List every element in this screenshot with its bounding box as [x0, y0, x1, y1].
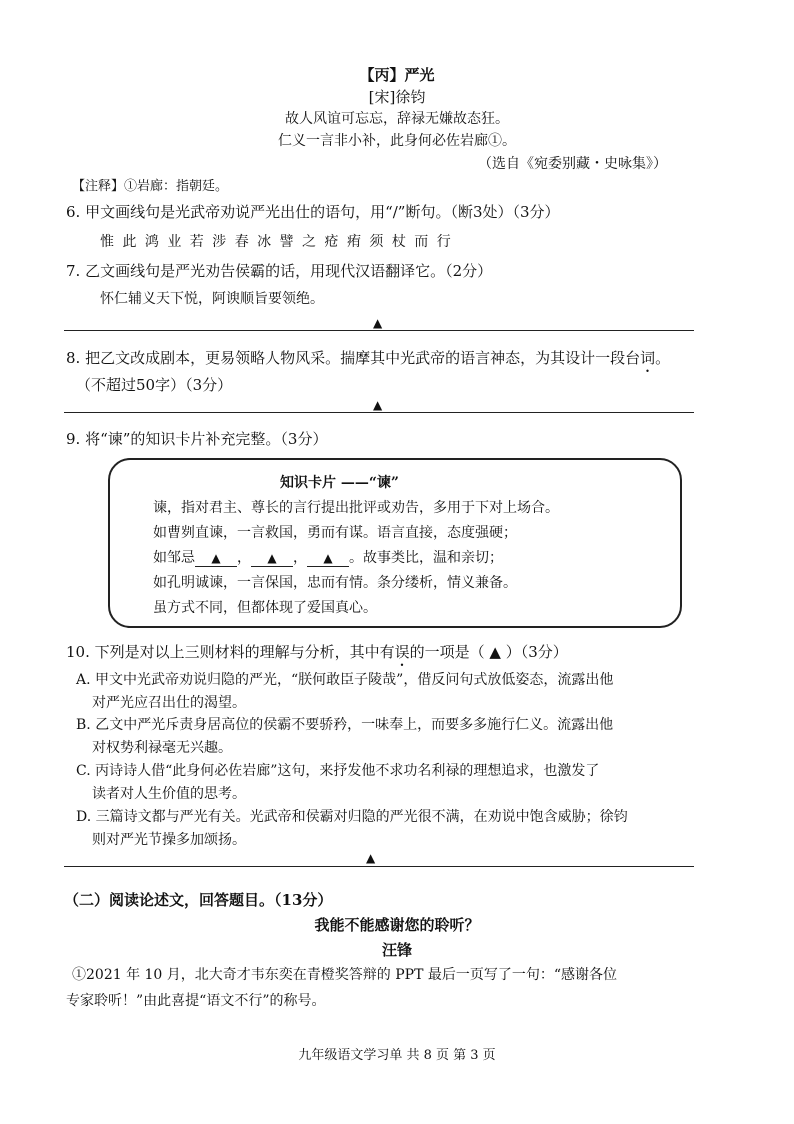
poem-source: （选自《宛委别藏・史咏集》） — [478, 156, 667, 172]
section-2-heading: （二）阅读论述文，回答题目。（13分） — [64, 891, 333, 909]
poem-note: 【注释】①岩廊：指朝廷。 — [72, 179, 229, 194]
answer-marker-triangle-10: ▲ — [366, 851, 376, 865]
question-6-stem: 6. 甲文画线句是光武帝劝说严光出仕的语句，用“/”断句。（断3处）（3分） — [66, 203, 560, 221]
page-footer: 九年级语文学习单 共 8 页 第 3 页 — [298, 1048, 496, 1063]
answer-marker-triangle-7: ▲ — [373, 316, 383, 330]
option-c-line-1: C. 丙诗诗人借“此身何必佐岩廊”这句，来抒发他不求功名利禄的理想追求，也激发了 — [76, 763, 600, 779]
knowledge-card-line-5: 虽方式不同，但都体现了爱国真心。 — [153, 600, 377, 616]
knowledge-card-line-3-suffix: 。故事类比，温和亲切； — [349, 550, 503, 566]
knowledge-card-line-3-prefix: 如邹忌 — [153, 550, 195, 566]
question-7-sentence: 怀仁辅义天下悦，阿谀顺旨要领绝。 — [100, 291, 324, 307]
question-10-stem — [66, 641, 568, 670]
answer-line-7 — [64, 330, 694, 331]
question-10-stem-emphasis: 误 — [394, 643, 410, 661]
answer-marker-triangle-8: ▲ — [373, 398, 383, 412]
answer-line-10 — [64, 866, 694, 867]
knowledge-card-line-1: 谏，指对君主、尊长的言行提出批评或劝告，多用于下对上场合。 — [153, 500, 559, 516]
blank-marker-triangle: ▲ — [211, 551, 221, 565]
poem-title: 【丙】严光 — [359, 66, 435, 84]
question-9-stem: 9. 将“谏”的知识卡片补充完整。（3分） — [66, 430, 328, 448]
question-8-stem-end: 。 — [655, 349, 671, 367]
option-b-line-2: 对权势利禄毫无兴趣。 — [92, 740, 232, 756]
knowledge-card-line-2: 如曹刿直谏，一言救国，勇而有谋。语言直接，态度强硬； — [153, 525, 517, 541]
knowledge-card-line-4: 如孔明诚谏，一言保国，忠而有情。条分缕析，情义兼备。 — [153, 575, 517, 591]
blank-marker-triangle: ▲ — [267, 551, 277, 565]
question-10-stem-end: 的一项是（ ▲ ）（3分） — [409, 643, 568, 661]
question-8-stem-text: 8. 把乙文改成剧本，更易领略人物风采。揣摩其中光武帝的语言神态，为其设计一段台 — [66, 349, 641, 367]
option-a-line-1: A. 甲文中光武帝劝说归隐的严光，“朕何敢臣子陵哉”，借反问句式放低姿态，流露出他 — [76, 672, 614, 688]
knowledge-card-line-3: 如邹忌 ▲ ， ▲ ， ▲ 。故事类比，温和亲切； — [153, 550, 503, 566]
article-paragraph-1-line-1: ①2021 年 10 月，北大奇才韦东奕在青橙奖答辩的 PPT 最后一页写了一句：“感谢各位 — [72, 967, 618, 983]
question-10-stem-text: 10. 下列是对以上三则材料的理解与分析，其中有 — [66, 643, 395, 661]
question-8-limit: （不超过50字）（3分） — [76, 376, 233, 394]
option-a-line-2: 对严光应召出仕的渴望。 — [92, 695, 246, 711]
option-d-line-1: D. 三篇诗文都与严光有关。光武帝和侯霸对归隐的严光很不满，在劝说中饱含威胁；徐钧 — [76, 809, 628, 825]
option-c-line-2: 读者对人生价值的思考。 — [92, 786, 246, 802]
article-author: 汪锋 — [381, 941, 412, 959]
option-b-line-1: B. 乙文中严光斥责身居高位的侯霸不要骄矜，一味奉上，而要多多施行仁义。流露出他 — [76, 717, 614, 733]
answer-blank-1[interactable] — [195, 550, 237, 567]
answer-line-8 — [64, 412, 694, 413]
answer-blank-3[interactable] — [307, 550, 349, 567]
question-7-stem: 7. 乙文画线句是严光劝告侯霸的话，用现代汉语翻译它。（2分） — [66, 262, 493, 280]
knowledge-card-title: 知识卡片 ——“谏” — [280, 475, 399, 491]
article-title: 我能不能感谢您的聆听？ — [314, 916, 480, 934]
option-d-line-2: 则对严光节操多加颂扬。 — [92, 832, 246, 848]
poem-author: [宋]徐钧 — [368, 88, 426, 106]
question-8-stem-emphasis: 词 — [640, 349, 656, 367]
question-8-stem — [66, 347, 670, 376]
poem-line-1: 故人风谊可忘忘，辞禄无嫌故态狂。 — [285, 111, 509, 127]
question-6-sentence: 惟 此 鸿 业 若 涉 春 冰 譬 之 疮 痏 须 杖 而 行 — [100, 234, 453, 250]
article-paragraph-1-line-2: 专家聆听！”由此喜提“语文不行”的称号。 — [66, 993, 326, 1009]
blank-marker-triangle: ▲ — [323, 551, 333, 565]
poem-line-2: 仁义一言非小补，此身何必佐岩廊①。 — [278, 133, 516, 149]
answer-blank-2[interactable] — [251, 550, 293, 567]
